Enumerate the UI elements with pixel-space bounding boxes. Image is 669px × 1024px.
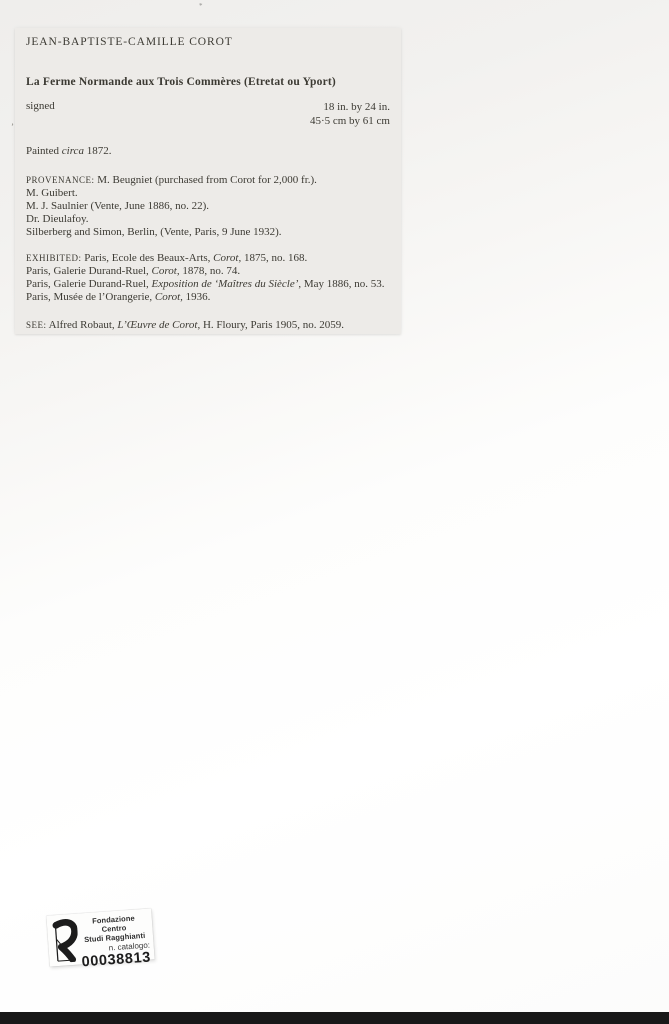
exhibited-line [26, 252, 390, 265]
text-segment: Paris, Galerie Durand-Ruel, [26, 278, 152, 290]
text-segment: Paris, Ecole des Beaux-Arts, [81, 252, 214, 264]
ragghianti-r-logo-icon [51, 918, 80, 964]
org-name-line2: Studi Ragghianti [83, 930, 146, 945]
painted-date [26, 145, 390, 158]
text-segment: SEE: [26, 320, 47, 330]
provenance-line [26, 226, 390, 239]
signed-dimensions-row [26, 100, 390, 128]
provenance-line [26, 174, 390, 187]
printer-mark: * [199, 2, 203, 10]
text-segment: L’Œuvre de Corot, [117, 319, 201, 331]
see-reference [26, 319, 390, 332]
exhibited-line [26, 291, 390, 304]
text-segment: 1872. [83, 145, 112, 157]
provenance-line [26, 187, 390, 200]
text-segment: 1878, no. 74. [179, 265, 241, 277]
text-segment: 1875, no. 168. [241, 252, 308, 264]
text-segment: PROVENANCE: [26, 175, 95, 185]
library-catalog-sticker [46, 908, 154, 971]
text-segment: Silberberg and Simon, Berlin, (Vente, Paris, 9 June 1932). [26, 226, 282, 238]
catalog-number-label: n. catalogo: [108, 940, 151, 953]
text-segment: M. Guibert. [26, 187, 78, 199]
sticker-text [77, 913, 152, 971]
artwork-title: La Ferme Normande aux Trois Commères (Etretat ou Yport) [26, 76, 336, 88]
text-segment: , May 1886, no. 53. [298, 278, 385, 290]
text-segment: Corot, [213, 252, 242, 264]
scan-edge-bar [0, 1012, 669, 1024]
dimensions-inches: 18 in. by 24 in. [323, 101, 390, 113]
text-segment: 1936. [182, 291, 211, 303]
text-segment: Corot, [154, 291, 183, 303]
org-name-line1: Fondazione Centro [91, 913, 136, 934]
catalog-number: 00038813 [81, 949, 152, 971]
provenance-line [26, 213, 390, 226]
exhibited-line [26, 278, 390, 291]
signed-label: signed [26, 100, 55, 112]
exhibited-section [26, 252, 390, 304]
text-segment: Corot, [151, 265, 180, 277]
text-segment: Exposition de ‘Maîtres du Siècle’ [151, 278, 299, 290]
text-segment: Painted [26, 145, 62, 157]
exhibited-line [26, 265, 390, 278]
provenance-line [26, 200, 390, 213]
provenance-section [26, 174, 390, 239]
text-segment: M. Beugniet (purchased from Corot for 2,000 fr.). [94, 174, 317, 186]
text-segment: EXHIBITED: [26, 253, 82, 263]
text-segment: circa [61, 145, 84, 157]
artist-name: JEAN-BAPTISTE-CAMILLE COROT [26, 36, 233, 48]
text-segment: Alfred Robaut, [46, 319, 118, 331]
text-segment: Paris, Musée de l’Orangerie, [26, 291, 155, 303]
text-segment: Paris, Galerie Durand-Ruel, [26, 265, 152, 277]
text-segment: H. Floury, Paris 1905, no. 2059. [200, 319, 345, 331]
dimensions-cm: 45·5 cm by 61 cm [309, 115, 390, 127]
text-segment: M. J. Saulnier (Vente, June 1886, no. 22). [26, 200, 210, 212]
margin-speck: ’ [11, 122, 14, 132]
text-segment: Dr. Dieulafoy. [26, 213, 89, 225]
dimensions [310, 100, 390, 128]
catalog-clipping [15, 28, 401, 334]
